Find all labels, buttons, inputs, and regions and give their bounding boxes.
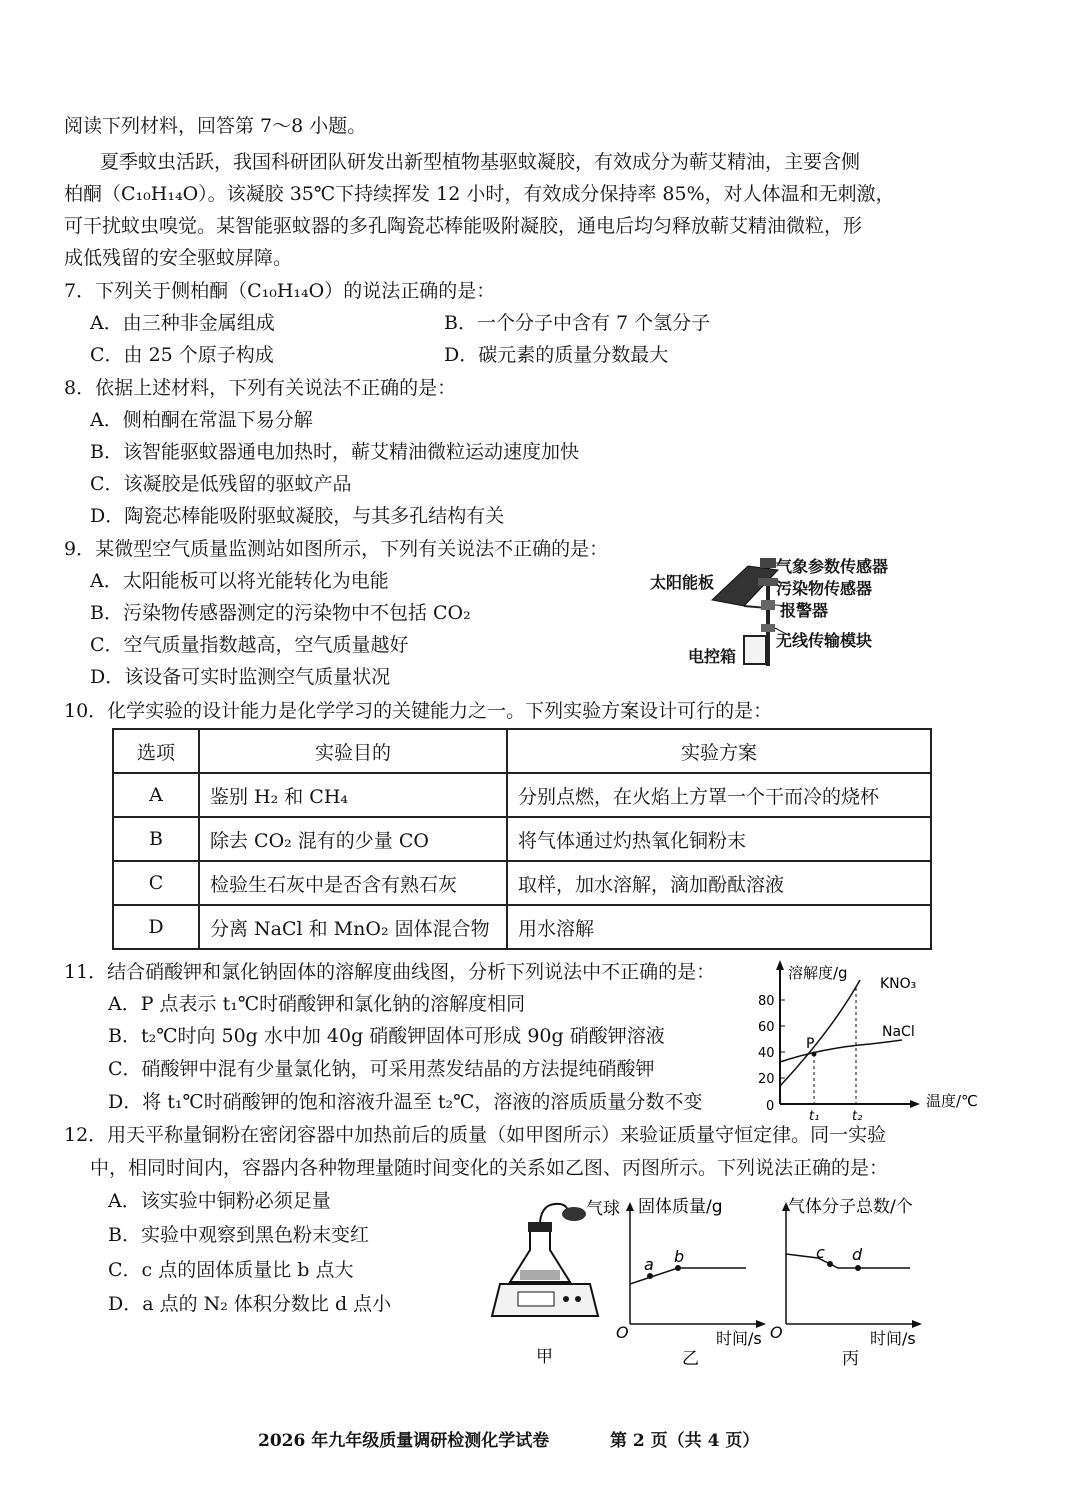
label-pollutant-sensor: 污染物传感器 — [776, 579, 873, 598]
table-cell: 将气体通过灼热氧化铜粉末 — [507, 817, 931, 861]
q12-figures — [490, 1192, 960, 1370]
q11-option-d: D．将 t₁℃时硝酸钾的饱和溶液升温至 t₂℃，溶液的溶质质量分数不变 — [108, 1091, 703, 1113]
q7-option-c: C．由 25 个原子构成 — [90, 344, 274, 366]
q11-option-a: A．P 点表示 t₁℃时硝酸钾和氯化钠的溶解度相同 — [108, 993, 526, 1015]
q9-option-c: C．空气质量指数越高，空气质量越好 — [90, 634, 409, 656]
label-control-box: 电控箱 — [688, 647, 737, 666]
q7-option-d: D．碳元素的质量分数最大 — [444, 344, 669, 366]
ytick-label: 80 — [758, 994, 775, 1009]
footer-page-number: 第 2 页（共 4 页） — [610, 1431, 760, 1451]
ytick-label: 20 — [758, 1072, 775, 1087]
bing-origin: O — [770, 1323, 783, 1342]
q8-option-a: A．侧柏酮在常温下易分解 — [90, 409, 313, 431]
passage-line: 成低残留的安全驱蚊屏障。 — [64, 247, 293, 269]
table-row — [113, 817, 931, 861]
table-cell: B — [113, 817, 199, 861]
balance-apparatus — [492, 1204, 598, 1316]
q11-option-b: B．t₂℃时向 50g 水中加 40g 硝酸钾固体可形成 90g 硝酸钾溶液 — [108, 1025, 665, 1047]
table-cell: 分离 NaCl 和 MnO₂ 固体混合物 — [199, 905, 507, 949]
fig-label-bing: 丙 — [842, 1349, 859, 1369]
table-cell: C — [113, 861, 199, 905]
weather-sensor-shape — [760, 558, 776, 568]
label-b: b — [674, 1247, 685, 1266]
bing-ylabel: 气体分子总数/个 — [788, 1197, 913, 1217]
q7-option-b: B．一个分子中含有 7 个氢分子 — [444, 312, 711, 334]
table-header-row — [113, 729, 931, 773]
reading-intro: 阅读下列材料，回答第 7～8 小题。 — [64, 115, 367, 137]
point-c — [827, 1261, 833, 1267]
label-alarm: 报警器 — [780, 601, 829, 620]
passage-line: 可干扰蚊虫嗅觉。某智能驱蚊器的多孔陶瓷芯棒能吸附凝胶，通电后均匀释放蕲艾精油微粒，形 — [64, 215, 863, 237]
ytick-label: 40 — [758, 1046, 775, 1061]
yi-origin: O — [616, 1323, 629, 1342]
header-option: 选项 — [113, 729, 199, 773]
fig-label-yi: 乙 — [682, 1349, 699, 1369]
label-c: c — [816, 1243, 825, 1262]
yi-ylabel: 固体质量/g — [638, 1197, 723, 1217]
table-row — [113, 773, 931, 817]
nacl-label: NaCl — [882, 1024, 915, 1040]
table-cell: 鉴别 H₂ 和 CH₄ — [199, 773, 507, 817]
chart-ylabel: 溶解度/g — [788, 964, 848, 982]
table-cell: 除去 CO₂ 混有的少量 CO — [199, 817, 507, 861]
p-label: P — [806, 1036, 815, 1052]
passage-line: 夏季蚊虫活跃，我国科研团队研发出新型植物基驱蚊凝胶，有效成分为蕲艾精油，主要含侧 — [100, 151, 861, 173]
gas-count-curve — [786, 1254, 910, 1268]
point-d — [855, 1265, 861, 1271]
bing-xlabel: 时间/s — [870, 1329, 916, 1348]
q8-option-c: C．该凝胶是低残留的驱蚊产品 — [90, 473, 352, 495]
q7-option-a: A．由三种非金属组成 — [90, 312, 275, 334]
q12-option-b: B．实验中观察到黑色粉末变红 — [108, 1224, 369, 1246]
table-cell: D — [113, 905, 199, 949]
q9-stem: 9．某微型空气质量监测站如图所示，下列有关说法不正确的是： — [64, 538, 609, 560]
alarm-shape — [761, 600, 775, 610]
ytick-label: 0 — [766, 1099, 775, 1114]
q11-option-c: C．硝酸钾中混有少量氯化钠，可采用蒸发结晶的方法提纯硝酸钾 — [108, 1058, 655, 1080]
q10-stem: 10．化学实验的设计能力是化学学习的关键能力之一。下列实验方案设计可行的是： — [64, 700, 773, 722]
label-wireless-module: 无线传输模块 — [776, 631, 873, 650]
pollutant-sensor-shape — [758, 578, 778, 586]
label-d: d — [852, 1245, 863, 1264]
footer-title: 2026 年九年级质量调研检测化学试卷 — [258, 1431, 550, 1451]
balance-display — [518, 1292, 554, 1306]
fig-label-jia: 甲 — [536, 1347, 553, 1367]
q8-option-d: D．陶瓷芯棒能吸附驱蚊凝胶，与其多孔结构有关 — [90, 505, 505, 527]
q9-option-a: A．太阳能板可以将光能转化为电能 — [90, 570, 389, 592]
kno3-curve — [780, 980, 860, 1086]
experiment-table — [112, 728, 932, 950]
y-axis-arrow-icon — [776, 960, 784, 970]
header-plan: 实验方案 — [507, 729, 931, 773]
header-purpose: 实验目的 — [199, 729, 507, 773]
t2-label: t₂ — [852, 1109, 863, 1122]
balloon-shape — [562, 1207, 586, 1221]
passage-line: 柏酮（C₁₀H₁₄O）。该凝胶 35℃下持续挥发 12 小时，有效成分保持率 85%，对人体温和无刺激， — [64, 183, 895, 205]
q12-stem-line2: 中，相同时间内，容器内各种物理量随时间变化的关系如乙图、丙图所示。下列说法正确的是： — [90, 1157, 889, 1179]
q9-option-d: D．该设备可实时监测空气质量状况 — [90, 666, 391, 688]
q12-stem-line1: 12．用天平称量铜粉在密闭容器中加热前后的质量（如甲图所示）来验证质量守恒定律。同一实验 — [64, 1124, 887, 1146]
x-axis-arrow-icon — [910, 1100, 920, 1108]
wireless-module-shape — [761, 624, 775, 632]
table-cell: 取样，加水溶解，滴加酚酞溶液 — [507, 861, 931, 905]
nacl-curve — [780, 1040, 902, 1062]
chart-xlabel: 温度/℃ — [926, 1092, 978, 1110]
table-cell: 检验生石灰中是否含有熟石灰 — [199, 861, 507, 905]
table-cell: A — [113, 773, 199, 817]
q12-option-d: D．a 点的 N₂ 体积分数比 d 点小 — [108, 1293, 392, 1315]
q11-stem: 11．结合硝酸钾和氯化钠固体的溶解度曲线图，分析下列说法中不正确的是： — [64, 961, 716, 983]
t1-label: t₁ — [809, 1109, 820, 1122]
ytick-label: 60 — [758, 1020, 775, 1035]
solubility-chart — [752, 958, 988, 1122]
point-p — [812, 1052, 817, 1057]
q8-stem: 8．依据上述材料，下列有关说法不正确的是： — [64, 377, 457, 399]
table-row — [113, 861, 931, 905]
table-cell: 用水溶解 — [507, 905, 931, 949]
yi-xlabel: 时间/s — [716, 1329, 762, 1348]
flask-stopper — [528, 1222, 552, 1232]
q7-stem: 7．下列关于侧柏酮（C₁₀H₁₄O）的说法正确的是： — [64, 280, 496, 302]
balloon-label: 气球 — [586, 1199, 620, 1219]
label-a: a — [644, 1255, 654, 1274]
q8-option-b: B．该智能驱蚊器通电加热时，蕲艾精油微粒运动速度加快 — [90, 441, 579, 463]
table-row — [113, 905, 931, 949]
control-box-shape — [744, 636, 766, 664]
label-solar-panel: 太阳能板 — [650, 573, 715, 592]
table-cell: 分别点燃，在火焰上方罩一个干而冷的烧杯 — [507, 773, 931, 817]
q9-option-b: B．污染物传感器测定的污染物中不包括 CO₂ — [90, 602, 471, 624]
q12-option-c: C．c 点的固体质量比 b 点大 — [108, 1259, 354, 1281]
q12-option-a: A．该实验中铜粉必须足量 — [108, 1190, 331, 1212]
kno3-label: KNO₃ — [880, 976, 917, 992]
label-weather-sensor: 气象参数传感器 — [776, 557, 889, 576]
